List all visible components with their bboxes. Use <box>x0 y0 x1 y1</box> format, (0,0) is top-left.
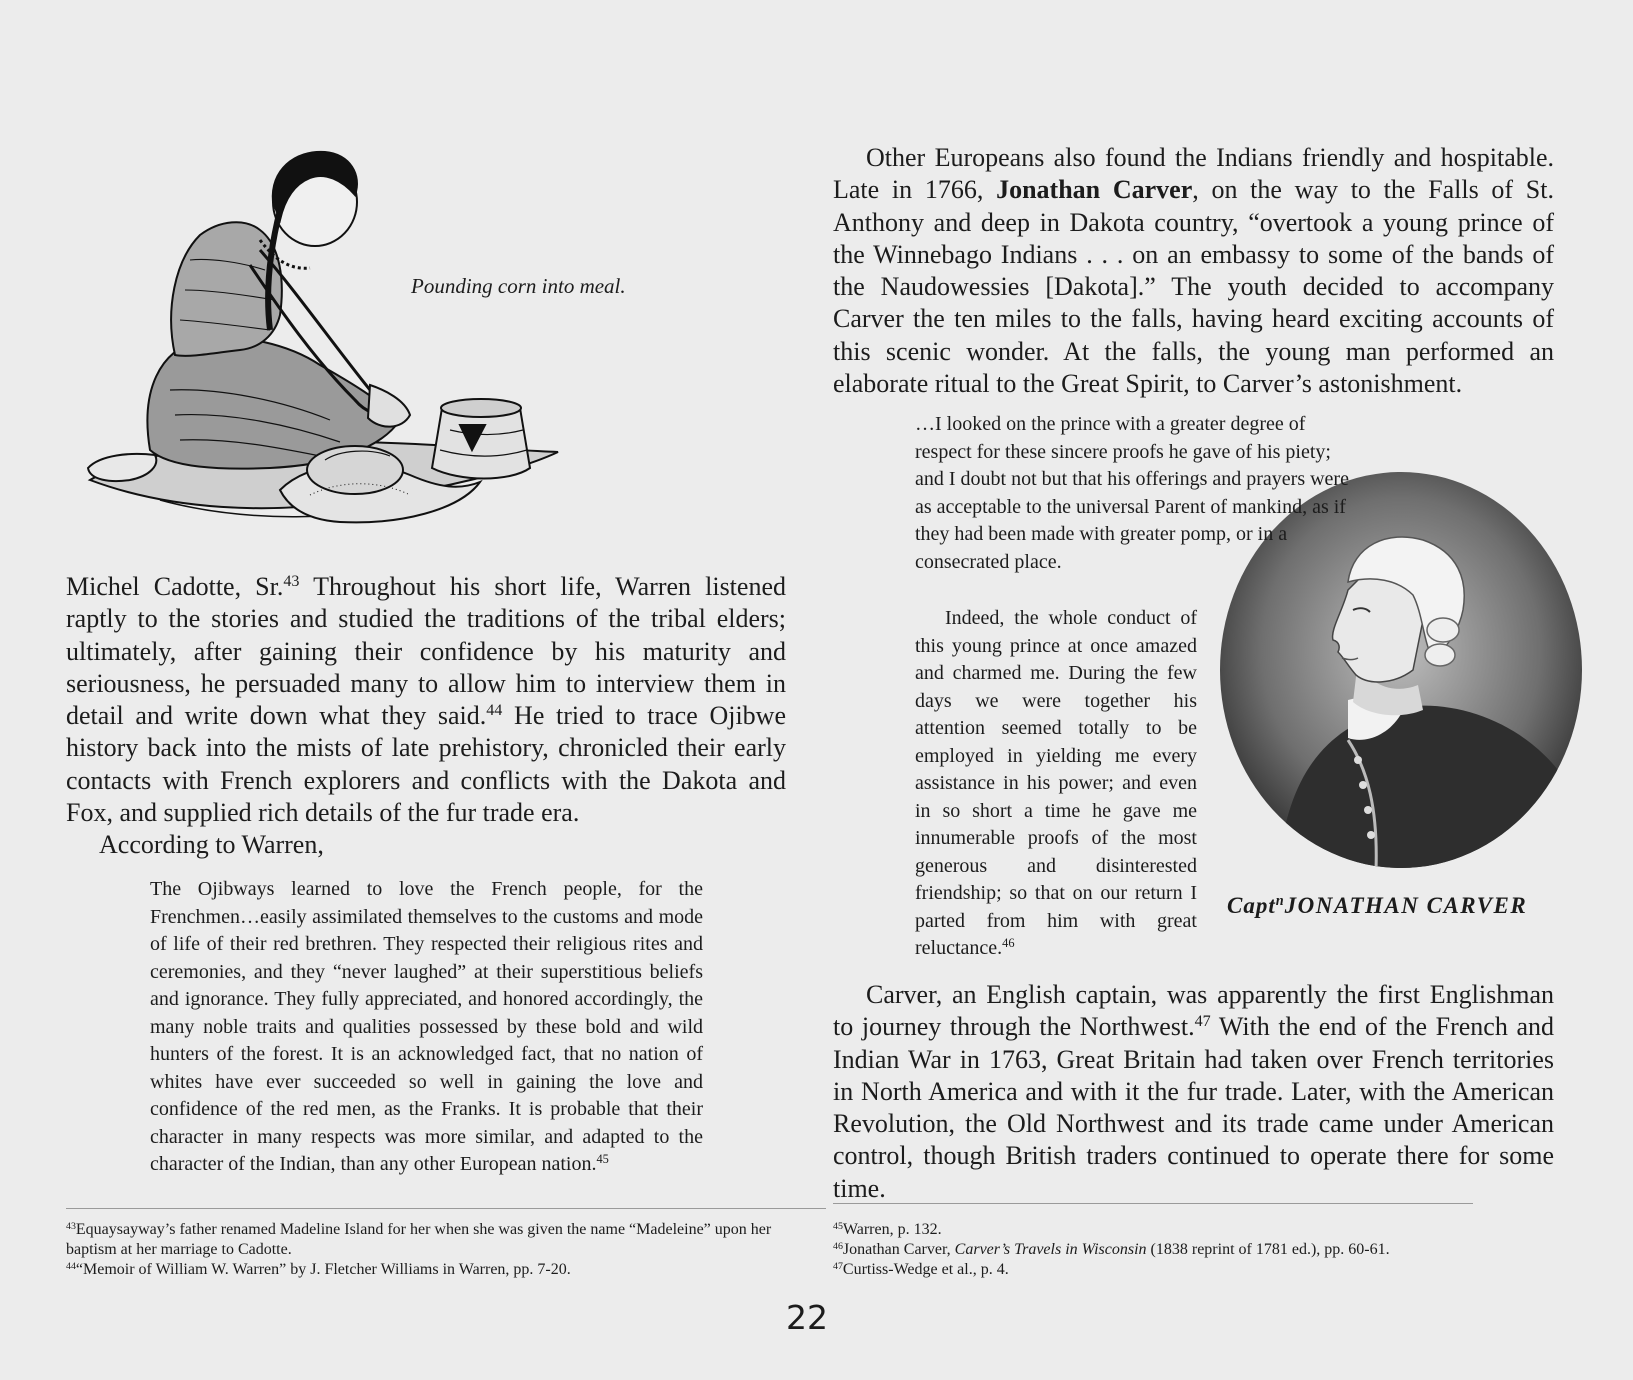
footnote-46-text-a: Jonathan Carver, <box>842 1241 955 1258</box>
footnote-rule-left <box>66 1208 826 1209</box>
footnote-46-number: 46 <box>833 1240 843 1252</box>
footnote-ref-44: 44 <box>486 702 503 720</box>
carver-quote-top <box>915 411 1350 576</box>
footnote-44-number: 44 <box>66 1260 76 1272</box>
right-paragraph-1 <box>833 142 1554 400</box>
right-p2-text-b: With the end of the French and Indian War in 1763, Great Britain had taken over French territories in North America and with it the fur trade. Later, with the American Revolution, the Old Northwest and its trade came under American control, though British traders continued to operate there for some time. <box>833 1012 1554 1203</box>
warren-quote-text: The Ojibways learned to love the French people, for the Frenchmen…easily assimilated themselves to the customs and mode of life of their red brethren. They respected their religious rites and ceremonies, and they “never laughed” at their superstitious beliefs and ignorance. They fully appreciated, and honored accordingly, the many noble traits and qualities possessed by these bold and wild hunters of the forest. It is an acknowledged fact, that no nation of whites have ever succeeded so well in gaining the love and confidence of the red men, as the Franks. It is probable that their character in many respects was more similar, and adapted to the character of the Indian, than any other European nation. <box>150 878 703 1175</box>
portrait-caption <box>1227 893 1527 919</box>
left-p1-text-a: Michel Cadotte, Sr. <box>66 572 284 601</box>
right-paragraph-2 <box>833 979 1554 1205</box>
pounding-corn-illustration <box>80 150 585 545</box>
footnote-46 <box>833 1240 1563 1260</box>
footnote-46-text-b: (1838 reprint of 1781 ed.), pp. 60-61. <box>1146 1241 1390 1258</box>
portrait-caption-name: JONATHAN CARVER <box>1284 893 1528 918</box>
footnote-ref-46: 46 <box>1002 936 1015 951</box>
footnote-47 <box>833 1260 1563 1280</box>
footnotes-right <box>833 1220 1563 1280</box>
carver-quote-paragraph-2-text: Indeed, the whole conduct of this young prince at once amazed and charmed me. During the few days we were together his attention seemed totally to be employed in yielding me every assistance in his power; and even in so short a time he gave me innumerable proofs of the most generous and disinterested friendship; so that on our return I parted from him with great reluctance. <box>915 607 1197 959</box>
footnote-45 <box>833 1220 1563 1240</box>
right-p1-text-a: Other Europeans also found the Indians friendly and hospitable. Late in 1766, <box>833 143 1554 205</box>
left-paragraph-2: According to Warren, <box>99 830 324 860</box>
footnote-ref-47: 47 <box>1194 1013 1211 1031</box>
portrait-caption-sup: n <box>1275 893 1285 910</box>
footnote-44 <box>66 1260 806 1280</box>
footnote-46-book-title: Carver’s Travels in Wisconsin <box>954 1241 1147 1258</box>
footnote-45-number: 45 <box>833 1220 843 1232</box>
portrait-caption-prefix: Capt <box>1227 893 1276 918</box>
footnote-45-text: Warren, p. 132. <box>842 1221 942 1238</box>
carver-quote-paragraph-2 <box>915 605 1197 963</box>
jonathan-carver-name: Jonathan Carver <box>996 175 1193 205</box>
footnote-44-text: “Memoir of William W. Warren” by J. Fletcher Williams in Warren, pp. 7-20. <box>75 1261 571 1278</box>
footnote-43 <box>66 1220 806 1260</box>
footnotes-left <box>66 1220 806 1280</box>
right-p2-text-a: Carver, an English captain, was apparently the first Englishman to journey through the Northwest. <box>833 980 1554 1042</box>
warren-block-quote <box>150 876 703 1179</box>
page-number: 22 <box>786 1298 828 1337</box>
footnote-47-number: 47 <box>833 1260 843 1272</box>
left-p1-text-c: He tried to trace Ojibwe history back into the mists of late prehistory, chronicled their early contacts with French explorers and conflicts with the Dakota and Fox, and supplied rich details of the fur trade era. <box>66 701 786 828</box>
footnote-47-text: Curtiss-Wedge et al., p. 4. <box>842 1261 1009 1278</box>
footnote-ref-43: 43 <box>283 573 300 591</box>
warren-quote-paragraph <box>150 876 703 1179</box>
right-p1 <box>833 142 1554 400</box>
footnote-43-text: Equaysayway’s father renamed Madeline Island for her when she was given the name “Madeleine” upon her baptism at her marriage to Cadotte. <box>66 1221 772 1258</box>
right-p2 <box>833 979 1554 1205</box>
right-p1-text-b: , on the way to the Falls of St. Anthony and deep in Dakota country, “overtook a young prince of the Winnebago Indians . . . on an embassy to some of the bands of the Naudowessies [Dakota].” The youth decided to accompany Carver the ten miles to the falls, having heard exciting accounts of this scenic wonder. At the falls, the young man performed an elaborate ritual to the Great Spirit, to Carver’s astonishment. <box>833 175 1554 399</box>
left-paragraph-1 <box>66 571 786 829</box>
footnote-ref-45: 45 <box>596 1152 609 1167</box>
footnote-rule-right <box>833 1203 1473 1204</box>
footnote-43-number: 43 <box>66 1220 76 1232</box>
left-p1-text-b: Throughout his short life, Warren listened raptly to the stories and studied the traditions of the tribal elders; ultimately, after gaining their confidence by his maturity and seriousness, he persuaded many to allow him to interview them in detail and write down what they said. <box>66 572 786 731</box>
illustration-caption: Pounding corn into meal. <box>411 274 626 298</box>
carver-quote-wrap <box>915 605 1197 963</box>
left-column-text <box>66 571 786 862</box>
carver-quote-paragraph-1: …I looked on the prince with a greater degree of respect for these sincere proofs he gave of his piety; and I doubt not but that his offerings and prayers were as acceptable to the universal Parent of mankind, as if they had been made with greater pomp, or in a consecrated place. <box>915 413 1349 573</box>
